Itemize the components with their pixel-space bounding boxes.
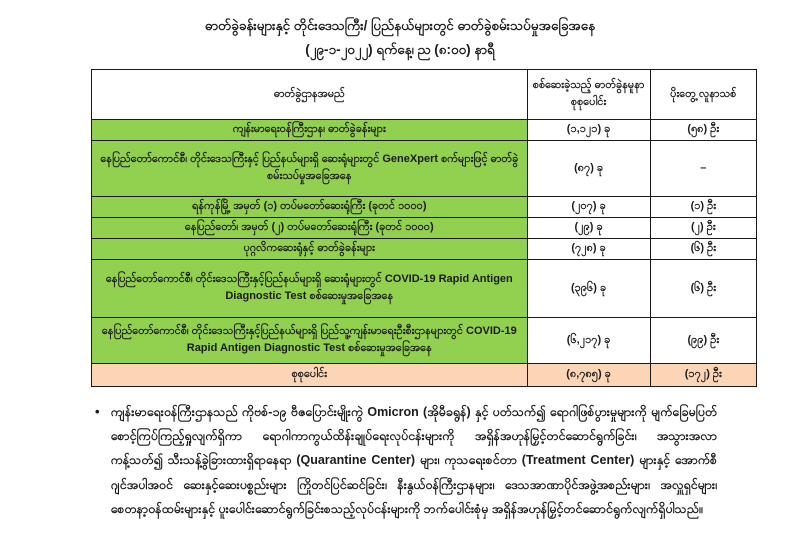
samples-cell: (၁,၁၂၁) ခု: [527, 119, 650, 140]
samples-cell: (၇၂၈) ခု: [527, 238, 650, 259]
samples-cell: (၈၇) ခု: [527, 140, 650, 196]
header-lab-name: ဓာတ်ခွဲဌာနအမည်: [92, 69, 528, 119]
table-row: [92, 217, 757, 238]
samples-cell: (၃၉၆) ခု: [527, 259, 650, 317]
table-header-row: [92, 69, 757, 119]
lab-testing-table: [91, 69, 757, 387]
positives-cell: (၁) ဦး: [650, 196, 756, 217]
lab-name-cell: နေပြည်တော်ကောင်စီ၊ တိုင်းဒေသကြီးနှင့်ပြည်နယ်များရှိ ပြည်သူ့ကျန်းမာရေးဦးစီးဌာနများတွင် COVID-19 Rapid Antigen Diagnostic Test စစ်ဆေးမှုအခြေအနေ: [92, 317, 528, 363]
header-samples-tested: စစ်ဆေးခဲ့သည့် ဓာတ်ခွဲနမူနာ စုစုပေါင်း: [527, 69, 650, 119]
lab-name-cell: နေပြည်တော်ကောင်စီ၊ တိုင်းဒေသကြီးနှင့် ပြည်နယ်များရှိ ဆေးရုံများတွင် GeneXpert စက်များဖြင့် ဓာတ်ခွဲစမ်းသပ်မှုအခြေအနေ: [92, 140, 528, 196]
bullet-icon: •: [95, 403, 100, 419]
table-row: [92, 238, 757, 259]
total-samples-cell: (၈,၇၈၅) ခု: [527, 363, 650, 386]
table-row: [92, 140, 757, 196]
positives-cell: (၅၈) ဦး: [650, 119, 756, 140]
footnote-paragraph: [95, 400, 717, 522]
lab-name-cell: ကျန်းမာရေးဝန်ကြီးဌာန၊ ဓာတ်ခွဲခန်းများ: [92, 119, 528, 140]
samples-cell: (၂၀၇) ခု: [527, 196, 650, 217]
table-row: [92, 119, 757, 140]
positives-cell: (၆) ဦး: [650, 259, 756, 317]
table-total-row: [92, 363, 757, 386]
lab-name-cell: နေပြည်တော်ကောင်စီ၊ တိုင်းဒေသကြီးနှင့်ပြည်နယ်များရှိ ဆေးရုံများတွင် COVID-19 Rapid Antigen Diagnostic Test စစ်ဆေးမှုအခြေအနေ: [92, 259, 528, 317]
table-row: [92, 259, 757, 317]
lab-name-cell: ပုဂ္ဂလိကဆေးရုံနှင့် ဓာတ်ခွဲခန်းများ: [92, 238, 528, 259]
positives-cell: (၉၉) ဦး: [650, 317, 756, 363]
lab-name-cell: ရန်ကုန်မြို့ အမှတ် (၁) တပ်မတော်ဆေးရုံကြီး (ခုတင် ၁၀၀၀): [92, 196, 528, 217]
samples-cell: (၆,၂၁၇) ခု: [527, 317, 650, 363]
report-title: [0, 0, 800, 63]
report-title-line2: (၂၉-၁-၂၀၂၂) ရက်နေ့၊ ည (၈:၀၀) နာရီ: [305, 42, 495, 58]
positives-cell: –: [650, 140, 756, 196]
footnote-text: ကျန်းမာရေးဝန်ကြီးဌာနသည် ကိုဗစ်-၁၉ ဗီဇပြောင်းမျိုးကွဲ Omicron (အိုမီခရွန်) နှင့် ပတ်သက်၍ ရောဂါဖြစ်ပွားမှုများကို မျက်ခြေမပြတ် စောင့်ကြပ်ကြည့်ရှုလျက်ရှိကာ ရောဂါကာကွယ်ထိန်းချုပ်ရေးလုပ်ငန်းများကို အရှိန်အဟုန်မြှင့်တင်ဆောင်ရွက်ခြင်း၊ အသွားအလာကန့်သတ်၍ သီးသန့်ခွဲခြားထားရှိရာနေရာ (Quarantine Center) များ၊ ကုသရေးစင်တာ (Treatment Center) များနှင့် အောက်စီဂျင်အပါအဝင် ဆေးနှင့်ဆေးပစ္စည်းများ ကြိုတင်ပြင်ဆင်ခြင်း၊ နီးနွယ်ဝန်ကြီးဌာနများ၊ ဒေသအာဏာပိုင်အဖွဲ့အစည်းများ၊ အလှူရှင်များ၊ စေတနာ့ဝန်ထမ်းများနှင့် ပူးပေါင်းဆောင်ရွက်ခြင်းစသည့်လုပ်ငန်းများကို ဘက်ပေါင်းစုံမှ အရှိန်အဟုန်မြှင့်တင်ဆောင်ရွက်လျက်ရှိပါသည်။: [110, 404, 717, 517]
table-row: [92, 317, 757, 363]
total-label-cell: စုစုပေါင်း: [92, 363, 528, 386]
positives-cell: (၆) ဦး: [650, 238, 756, 259]
samples-cell: (၂၉) ခု: [527, 217, 650, 238]
table-row: [92, 196, 757, 217]
report-title-line1: ဓာတ်ခွဲခန်းများနှင့် တိုင်းဒေသကြီး/ ပြည်နယ်များတွင် ဓာတ်ခွဲစမ်းသပ်မှုအခြေအနေ: [204, 18, 596, 33]
header-new-positives: ပိုးတွေ့ လူနာသစ်: [650, 69, 756, 119]
positives-cell: (၂) ဦး: [650, 217, 756, 238]
total-positives-cell: (၁၇၂) ဦး: [650, 363, 756, 386]
lab-name-cell: နေပြည်တော်၊ အမှတ် (၂) တပ်မတော်ဆေးရုံကြီး (ခုတင် ၁၀၀၀): [92, 217, 528, 238]
